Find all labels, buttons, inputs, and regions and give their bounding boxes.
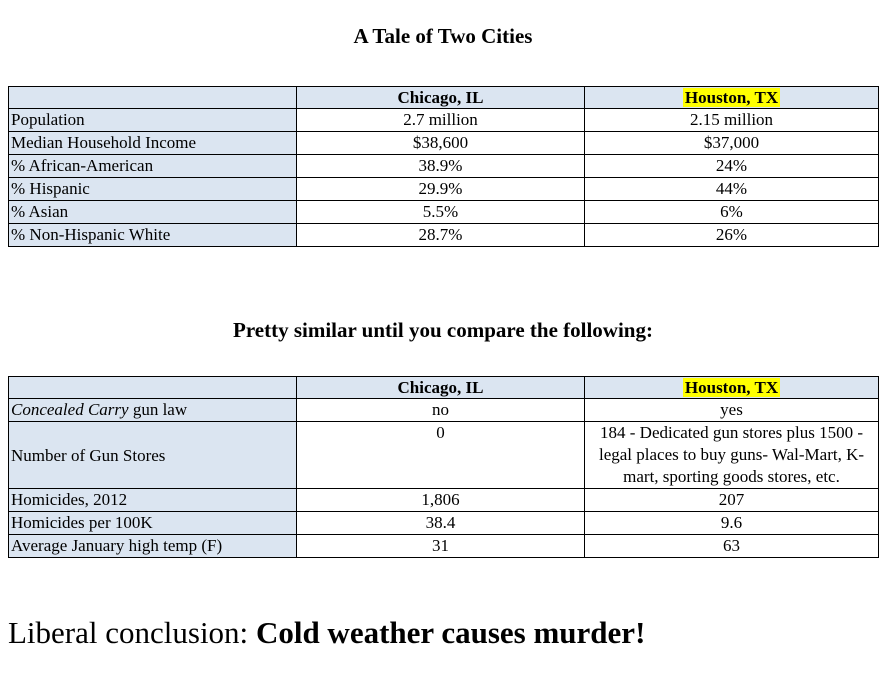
houston-value: $37,000 xyxy=(585,132,879,155)
chicago-value: 38.4 xyxy=(297,512,585,535)
chicago-value: 29.9% xyxy=(297,178,585,201)
houston-value: 184 - Dedicated gun stores plus 1500 - legal places to buy guns- Wal-Mart, K-mart, sporting goods stores, etc. xyxy=(585,422,879,489)
row-label-rest: gun law xyxy=(128,400,188,419)
row-label: Average January high temp (F) xyxy=(9,535,297,558)
section-heading: Pretty similar until you compare the following: xyxy=(233,318,653,342)
chicago-value: 28.7% xyxy=(297,224,585,247)
chicago-value: 0 xyxy=(297,422,585,489)
row-label: % African-American xyxy=(9,155,297,178)
row-label: Homicides, 2012 xyxy=(9,489,297,512)
table-row xyxy=(9,224,879,247)
conclusion-prefix: Liberal conclusion: xyxy=(8,615,256,650)
header-houston xyxy=(585,87,879,109)
row-label: % Non-Hispanic White xyxy=(9,224,297,247)
comparison-table xyxy=(8,376,879,558)
page-title: A Tale of Two Cities xyxy=(353,24,533,48)
table-header-row xyxy=(9,87,879,109)
houston-value: 207 xyxy=(585,489,879,512)
row-label: Median Household Income xyxy=(9,132,297,155)
houston-highlight: Houston, TX xyxy=(684,378,779,397)
row-label: % Asian xyxy=(9,201,297,224)
houston-value: 26% xyxy=(585,224,879,247)
chicago-value: 5.5% xyxy=(297,201,585,224)
row-label: Number of Gun Stores xyxy=(9,422,297,489)
houston-value: 2.15 million xyxy=(585,109,879,132)
row-label: % Hispanic xyxy=(9,178,297,201)
header-chicago: Chicago, IL xyxy=(297,377,585,399)
table-row xyxy=(9,489,879,512)
chicago-value: 31 xyxy=(297,535,585,558)
header-empty-cell xyxy=(9,377,297,399)
houston-highlight: Houston, TX xyxy=(684,88,779,107)
table-row xyxy=(9,155,879,178)
table-row xyxy=(9,535,879,558)
conclusion-text xyxy=(8,614,645,652)
chicago-value: 1,806 xyxy=(297,489,585,512)
houston-value: yes xyxy=(585,399,879,422)
table-row xyxy=(9,132,879,155)
row-label: Homicides per 100K xyxy=(9,512,297,535)
header-houston xyxy=(585,377,879,399)
conclusion-emphasis: Cold weather causes murder! xyxy=(255,615,646,650)
chicago-value: 2.7 million xyxy=(297,109,585,132)
houston-value: 6% xyxy=(585,201,879,224)
houston-value: 44% xyxy=(585,178,879,201)
table-row xyxy=(9,512,879,535)
chicago-value: 38.9% xyxy=(297,155,585,178)
table-row xyxy=(9,178,879,201)
row-label xyxy=(9,399,297,422)
demographics-table xyxy=(8,86,879,247)
table-row xyxy=(9,399,879,422)
row-label-italic: Concealed Carry xyxy=(11,400,129,419)
houston-value: 63 xyxy=(585,535,879,558)
houston-value: 9.6 xyxy=(585,512,879,535)
table-row xyxy=(9,201,879,224)
header-chicago: Chicago, IL xyxy=(297,87,585,109)
chicago-value: no xyxy=(297,399,585,422)
table-header-row xyxy=(9,377,879,399)
table-row xyxy=(9,109,879,132)
row-label: Population xyxy=(9,109,297,132)
header-empty-cell xyxy=(9,87,297,109)
houston-value: 24% xyxy=(585,155,879,178)
chicago-value: $38,600 xyxy=(297,132,585,155)
table-row xyxy=(9,422,879,489)
